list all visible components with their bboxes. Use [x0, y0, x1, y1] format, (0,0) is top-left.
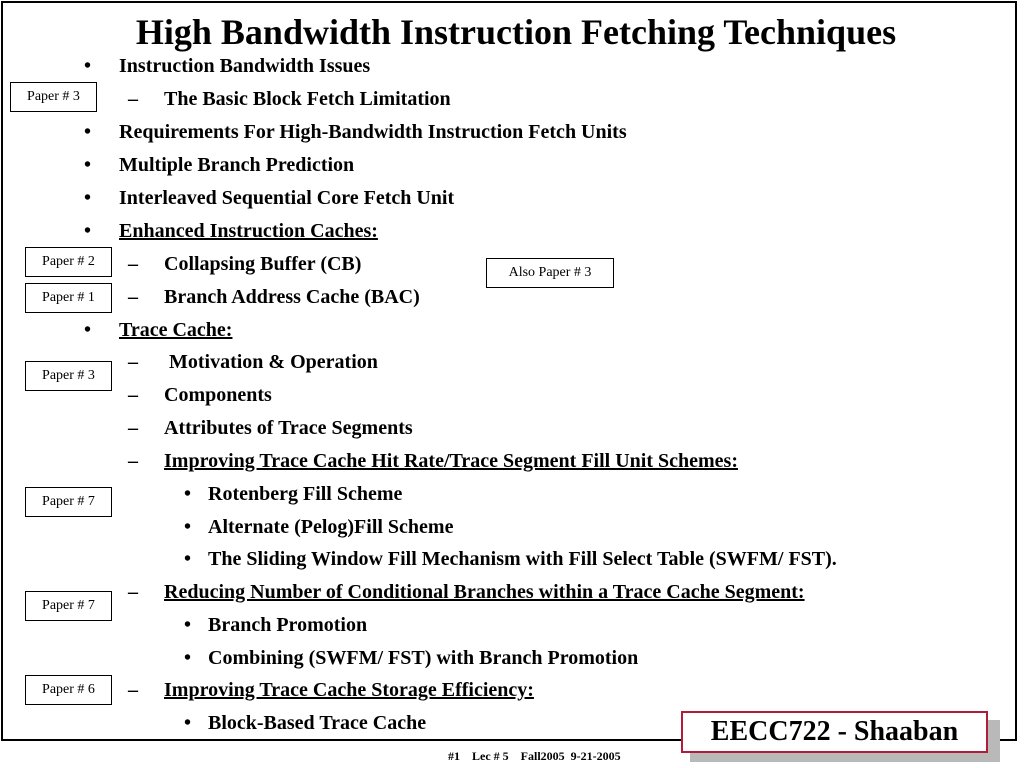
bullet-text: Collapsing Buffer (CB) — [164, 253, 362, 275]
bullet-text: Improving Trace Cache Storage Efficiency: — [164, 679, 534, 701]
paper-box: Paper # 3 — [10, 82, 97, 112]
bullet-text: Enhanced Instruction Caches: — [119, 220, 378, 242]
bullet-text: Branch Address Cache (BAC) — [164, 286, 420, 308]
bullet-text: Alternate (Pelog)Fill Scheme — [208, 516, 454, 538]
bullet-text: Attributes of Trace Segments — [164, 417, 413, 439]
bullet-text: The Basic Block Fetch Limitation — [164, 88, 451, 110]
bullet-text: Block-Based Trace Cache — [208, 712, 427, 734]
bullet-text: Motivation & Operation — [164, 351, 378, 373]
paper-box: Paper # 2 — [25, 247, 112, 277]
bullet-text: Interleaved Sequential Core Fetch Unit — [119, 187, 455, 209]
bullet-text: Multiple Branch Prediction — [119, 154, 355, 176]
bullet-text: Reducing Number of Conditional Branches within a Trace Cache Segment: — [164, 581, 805, 603]
bullet-text: Instruction Bandwidth Issues — [119, 55, 371, 77]
slide-frame — [1, 1, 1017, 741]
bullet-text: Requirements For High-Bandwidth Instruction Fetch Units — [119, 121, 627, 143]
course-badge: EECC722 - Shaaban — [681, 711, 988, 753]
bullet-text: Components — [164, 384, 272, 406]
paper-box: Also Paper # 3 — [486, 258, 614, 288]
bullet-text: Rotenberg Fill Scheme — [208, 483, 403, 505]
paper-box: Paper # 1 — [25, 283, 112, 313]
paper-box: Paper # 3 — [25, 361, 112, 391]
paper-box: Paper # 7 — [25, 487, 112, 517]
bullet-text: Branch Promotion — [208, 614, 368, 636]
paper-box: Paper # 6 — [25, 675, 112, 705]
slide-title: High Bandwidth Instruction Fetching Techniques — [135, 12, 897, 52]
bullet-text: Improving Trace Cache Hit Rate/Trace Segment Fill Unit Schemes: — [164, 450, 738, 472]
slide-footer: #1 Lec # 5 Fall2005 9-21-2005 — [448, 749, 621, 763]
bullet-text: Combining (SWFM/ FST) with Branch Promotion — [208, 647, 639, 669]
bullet-text: The Sliding Window Fill Mechanism with Fill Select Table (SWFM/ FST). — [208, 548, 837, 570]
bullet-text: Trace Cache: — [119, 319, 233, 341]
paper-box: Paper # 7 — [25, 591, 112, 621]
